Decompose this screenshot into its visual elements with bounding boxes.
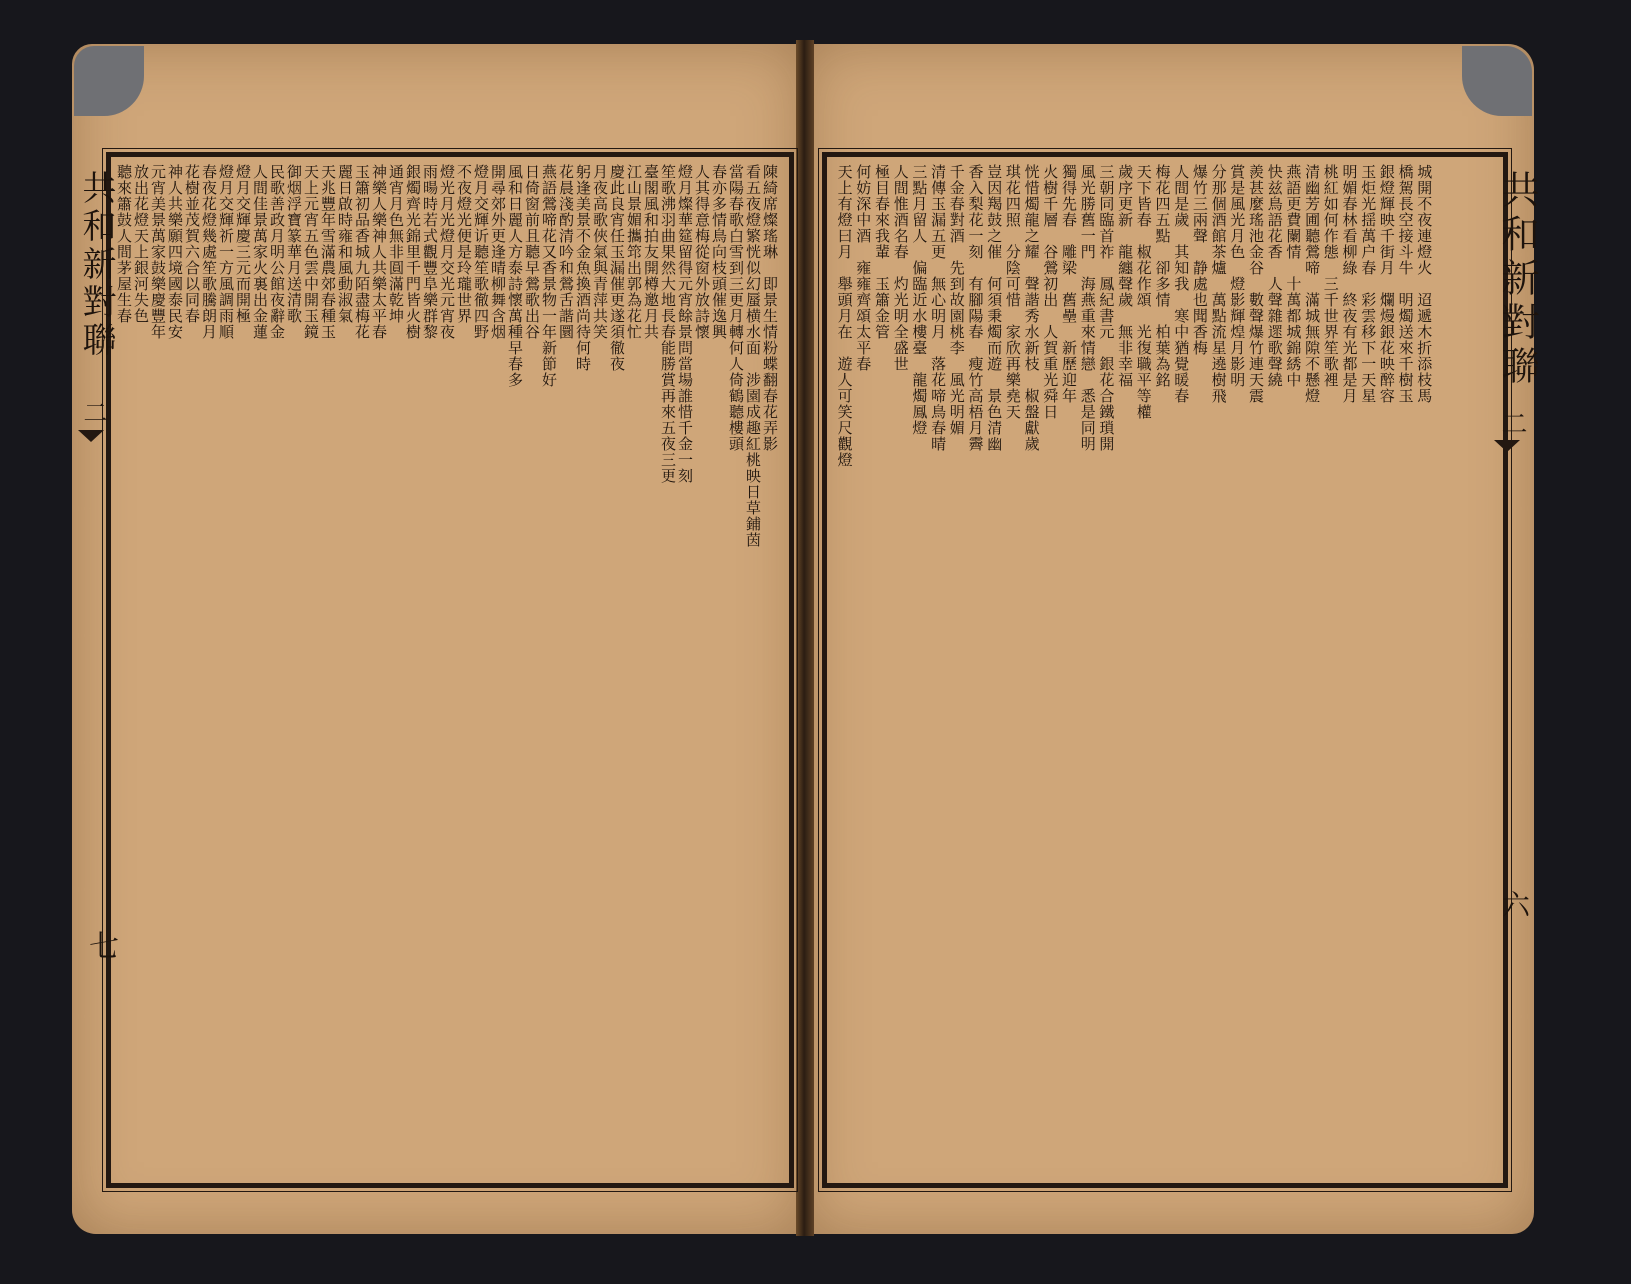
text-column: 天兆豐年雪滿農郊春種玉: [319, 164, 337, 340]
text-column: 春亦多情鳥向枝頭催逸興: [710, 164, 728, 340]
right-page-number: 六: [1498, 890, 1531, 918]
text-column: 橋駕長空接斗牛 明燭送來千樹玉: [1396, 164, 1415, 404]
text-column: 銀燈輝映千街月 爛熳銀花映醉容: [1377, 164, 1396, 404]
text-column: 風光勝舊一門 海燕重來情戀 悉是同明: [1078, 164, 1097, 452]
left-page-number: 七: [83, 930, 118, 960]
text-column: 御烟浮寶篆華月送清歌: [285, 164, 303, 324]
text-column: 民歌善政月明公館夜辭金: [268, 164, 286, 340]
text-column: 雨暘時若式觀豐阜樂群黎: [421, 164, 439, 340]
text-column: 陳綺席燦瑤琳 即景生情粉蝶翻春花弄影: [761, 164, 779, 452]
left-margin-title: 共和新對聯: [76, 170, 116, 360]
text-column: 聽來簫鼓人間茅屋生春: [115, 164, 133, 324]
text-column: 獨得先春 雕梁 舊壘 新歷迎年: [1060, 164, 1078, 404]
text-column: 天上元宵五色雲中開玉鏡: [302, 164, 320, 340]
text-column: 玉簫初品香城九陌盡梅花: [353, 164, 371, 340]
text-column: 風和日麗人方泰詩懷萬種早春多: [506, 164, 524, 388]
text-column: 恍惜燭龍之耀 聲諧秀水新枝 椒盤獻歲: [1022, 164, 1041, 452]
text-column: 極目春來我輩 玉簫金管: [873, 164, 891, 340]
text-column: 三點月留人 偏臨近水樓臺 龍燭鳳燈: [910, 164, 929, 436]
text-column: 燈月交輝䜣聽笙歌徹四野: [472, 164, 490, 340]
left-page-text: [114, 160, 778, 1170]
text-column: 花晨淺酌清吟和鶯舌諧圜: [557, 164, 575, 340]
text-column: 神人共樂願四境國泰民安: [166, 164, 184, 340]
text-column: 清傳玉漏五更 無心明月 落花啼鳥春晴: [929, 164, 948, 452]
text-column: 何妨深中酒 雍雍齊頌太平春: [854, 164, 873, 372]
text-column: 慶此良宵任玉漏催更遂須徹夜: [608, 164, 626, 372]
text-column: 天下皆春 椒花作頌 光復職平等權: [1134, 164, 1153, 420]
text-column: 燈月交輝慶三元而開極: [234, 164, 252, 324]
text-column: 燈月燦華筵留得元宵餘景問當場誰惜千金一刻: [676, 164, 694, 484]
text-column: 臺閣風和拍友開樽邀月共: [642, 164, 660, 340]
text-column: 明媚春林看柳綠 終夜有光都是月: [1340, 164, 1359, 404]
text-column: 燈光月光燈月交光元宵夜: [438, 164, 456, 340]
text-column: 當陽春歌白雪到三更月轉何人倚鶴聽樓頭: [727, 164, 745, 452]
text-column: 歲序更新 龍纏聲歲 無非幸福: [1116, 164, 1135, 388]
text-column: 人間是歲 其知我 寒中猶覺暖春: [1172, 164, 1191, 404]
text-column: 賞是風光月色 燈影輝煌月影明: [1228, 164, 1247, 388]
text-column: 日倚窗前且聽早鶯歌出谷: [523, 164, 541, 340]
text-column: 三朝同臨首祚 鳳紀書元 銀花合鐵瑣開: [1097, 164, 1116, 452]
text-column: 清幽芳圃聽鶯啼 滿城無隙不懸燈: [1303, 164, 1322, 404]
right-margin-title: 共和新對聯: [1495, 170, 1539, 390]
text-column: 豈因羯鼓之催 何須秉燭而遊 景色清幽: [985, 164, 1004, 452]
text-column: 人其得意梅從窗外放詩懷: [693, 164, 711, 340]
text-column: 玉炬光揺萬户春 彩雲移下一天星: [1359, 164, 1378, 404]
text-column: 千金春對酒 先到故園桃李 風光明媚: [947, 164, 966, 436]
text-column: 桃紅如何作態 三千世界笙歌裡: [1321, 164, 1340, 388]
text-column: 月夜高歌俠氣與青萍共笑: [591, 164, 609, 340]
text-column: 羨甚麼瑤池金谷 數聲爆竹連天震: [1247, 164, 1265, 404]
text-column: 人間佳景萬家火裏出金蓮: [251, 164, 269, 340]
text-column: 爆竹三兩聲 静處也聞香梅: [1190, 164, 1209, 356]
text-column: 銀燭齊光錦里千門皆火樹: [404, 164, 422, 340]
text-column: 麗日啟時雍和風動淑氣: [336, 164, 354, 324]
text-column: 不夜燈光便是玲瓏世界: [455, 164, 473, 324]
text-column: 人間惟酒名春 灼光明全盛世: [891, 164, 910, 372]
book-gutter: [796, 40, 814, 1236]
left-margin-volume: 二: [79, 400, 107, 424]
text-column: 元宵美景萬家鼓樂慶豐年: [149, 164, 167, 340]
text-column: 分那個酒館茶爐 萬點流星遶樹飛: [1209, 164, 1228, 404]
text-column: 燈月交輝祈一方風調雨順: [217, 164, 235, 340]
text-column: 躬逢美景不金魚換酒尚待何時: [574, 164, 592, 372]
text-column: 春夜花燈幾處笙歌騰朗月: [200, 164, 218, 340]
text-column: 江山景媚攜筇出郭為花忙: [625, 164, 643, 340]
text-column: 神樂人樂神人共樂太平春: [370, 164, 388, 340]
text-column: 燕語鶯啼花又香景物一年新節好: [540, 164, 558, 388]
text-column: 放出花燈天上銀河失色: [132, 164, 150, 324]
text-column: 梅花四五點 卻多情 柏葉為銘: [1153, 164, 1172, 388]
text-column: 花樹並茂賀六合以同春: [183, 164, 201, 324]
text-column: 城開不夜連燈火 迢遞木折添枝馬: [1415, 164, 1434, 404]
text-column: 笙歌沸羽曲果然大地長春能勝賞再來五夜三更: [659, 164, 677, 484]
right-margin-volume: 二: [1497, 410, 1527, 436]
text-column: 天上有燈曰月 舉頭月在 遊人可笑尺觀燈: [835, 164, 854, 468]
text-column: 開尋郊外更逢晴柳舞含烟: [489, 164, 507, 340]
text-column: 快兹鳥語花香 人聲雜遝歌聲繞: [1265, 164, 1284, 388]
text-column: 火樹千層 谷鶯初出 人賀重光舜日: [1041, 164, 1060, 420]
text-column: 通宵月色無非圓滿乾坤: [387, 164, 405, 324]
right-page-text: [830, 160, 1434, 1170]
text-column: 燕語更費闌情 十萬都城錦綉中: [1284, 164, 1303, 388]
text-column: 香入梨花一刻 有腳陽春 瘦竹高梧月霽: [966, 164, 985, 452]
text-column: 琪花四照 分陰可惜 家欣再樂堯天: [1003, 164, 1022, 420]
text-column: 看五夜燈繁恍似幻蜃横水面 涉園成趣紅桃映日草鋪茵: [744, 164, 762, 548]
